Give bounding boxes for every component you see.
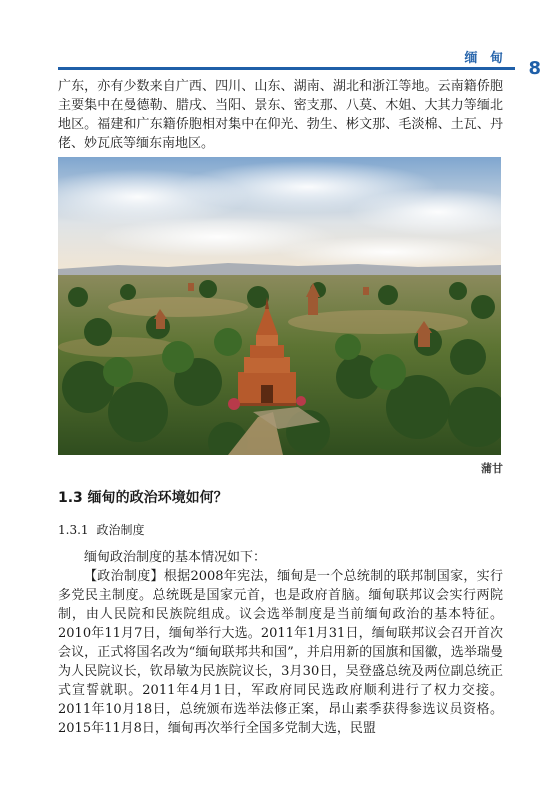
running-header-title: 缅 甸 bbox=[464, 51, 507, 66]
subsection-title: 政治制度 bbox=[96, 523, 145, 537]
section-heading: 1.3 缅甸的政治环境如何？ bbox=[58, 490, 228, 506]
header-rule bbox=[58, 67, 515, 70]
lead-line: 缅甸政治制度的基本情况如下： bbox=[84, 550, 267, 565]
intro-paragraph: 广东，亦有少数来自广西、四川、山东、湖南、湖北和浙江等地。云南籍侨胞主要集中在曼德勒、腊戌、当阳、景东、密支那、八莫、木姐、大其力等缅北地区。福建和广东籍侨胞相对集中在仰光、勃生、彬文那、毛淡棉、土瓦、丹佬、妙瓦底等缅东南地区。 bbox=[58, 79, 503, 151]
page-number: 8 bbox=[528, 58, 541, 79]
photo-caption: 蒲甘 bbox=[481, 462, 503, 475]
bagan-photo bbox=[58, 157, 501, 455]
subsection-number: 1.3.1 bbox=[58, 523, 89, 537]
subsection-heading bbox=[58, 521, 145, 538]
body-paragraph: 【政治制度】根据2008年宪法，缅甸是一个总统制的联邦制国家，实行多党民主制度。总统既是国家元首，也是政府首脑。缅甸联邦议会实行两院制，由人民院和民族院组成。议会选举制度是当前缅甸政治的基本特征。2010年11月7日，缅甸举行大选。2011年1月31日，缅甸联邦议会召开首次会议，正式将国名改为“缅甸联邦共和国”，并启用新的国旗和国徽，选举瑞曼为人民院议长，钦昂敏为民族院议长，3月30日，吴登盛总统及两位副总统正式宣誓就职。2011年4月1日，军政府同民选政府顺利进行了权力交接。2011年10月18日，总统颁布选举法修正案，昂山素季获得参选议员资格。2015年11月8日，缅甸再次举行全国多党制大选，民盟 bbox=[58, 569, 503, 736]
